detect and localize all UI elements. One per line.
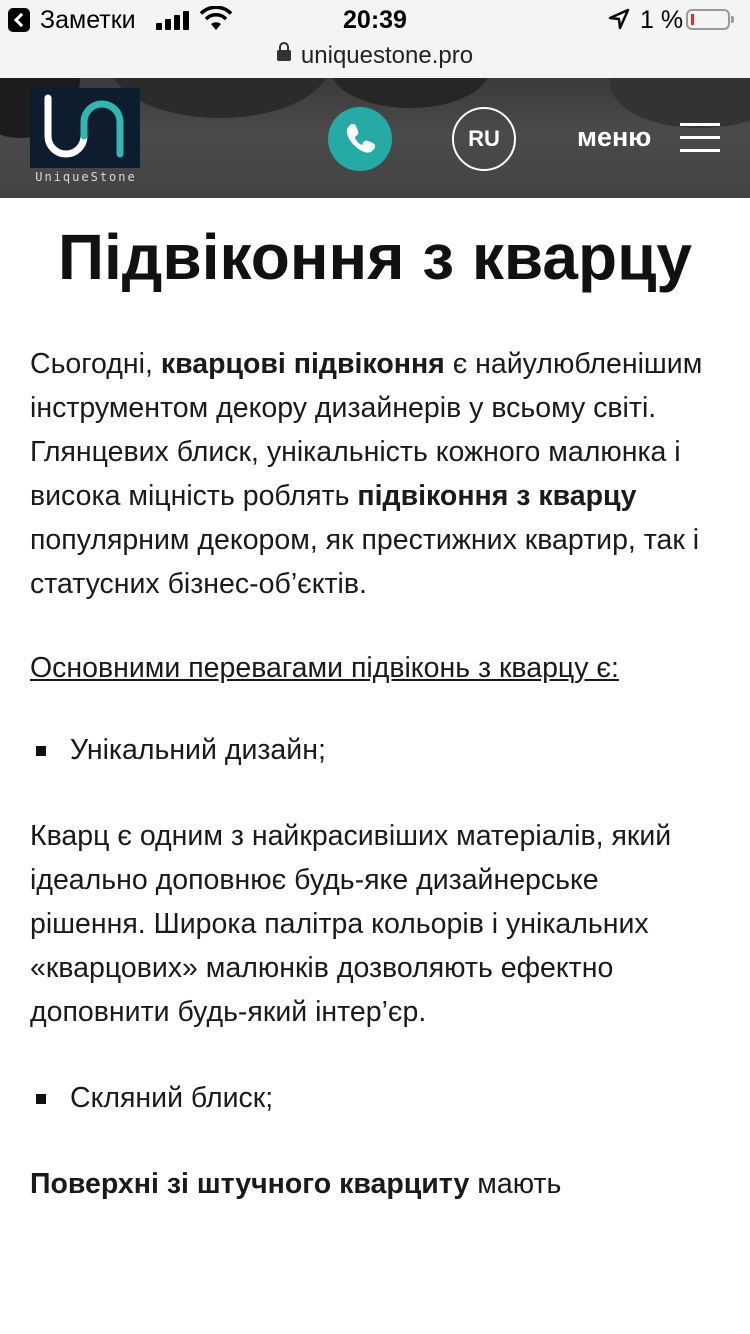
text-segment: є найулюбленішим інструментом декору дизайнерів у всьому світі. Глянцевих блиск, унікальність кожного малюнка і висока міцність роблять	[30, 348, 703, 512]
decorative-stone	[610, 78, 750, 128]
list-item: Скляний блиск;	[30, 1076, 720, 1120]
decorative-stone	[110, 78, 330, 118]
logo-text: UniqueStone	[35, 170, 137, 184]
hamburger-menu-icon[interactable]	[680, 123, 720, 153]
logo-mark-icon	[30, 88, 140, 168]
clock: 20:39	[343, 6, 407, 34]
address-bar[interactable]	[0, 40, 750, 78]
back-to-app-label[interactable]: Заметки	[40, 6, 136, 34]
url-text[interactable]: uniquestone.pro	[300, 42, 474, 69]
text-segment: популярним декором, як престижних квартир, так і статусних бізнес-об’єктів.	[30, 524, 700, 600]
battery-icon	[686, 9, 730, 30]
gloss-paragraph	[30, 1162, 720, 1206]
battery-percentage: 1 %	[640, 6, 684, 34]
list-item: Унікальний дизайн;	[30, 728, 720, 772]
bold-text-segment: підвіконня з кварцу	[357, 480, 637, 512]
intro-paragraph	[30, 342, 720, 606]
design-paragraph: Кварц є одним з найкрасивіших матеріалів, який ідеально доповнює будь-яке дизайнерське рішення. Широка палітра кольорів і унікальних «кварцових» малюнків дозволяють ефектно доповнити будь-який інтер’єр.	[30, 820, 672, 1028]
site-header	[0, 78, 750, 198]
call-button[interactable]	[328, 107, 392, 171]
text-segment: Сьогодні,	[30, 348, 161, 380]
page-title: Підвіконня з кварцу	[58, 221, 692, 293]
advantages-heading: Основними перевагами підвіконь з кварцу є:	[30, 652, 619, 684]
location-arrow-icon	[608, 8, 630, 30]
advantages-list-1	[30, 728, 720, 772]
menu-label[interactable]: меню	[577, 122, 652, 152]
bold-text-segment: Поверхні зі штучного кварциту	[30, 1168, 470, 1200]
advantages-list-2	[30, 1076, 720, 1120]
language-switch-button[interactable]: RU	[452, 107, 516, 171]
decorative-stone	[330, 78, 490, 108]
bold-text-segment: кварцові підвіконня	[160, 348, 445, 380]
article-content	[30, 200, 720, 1206]
text-segment: мають	[469, 1168, 562, 1200]
lock-icon	[277, 50, 291, 61]
status-bar	[0, 0, 750, 40]
phone-icon	[328, 107, 392, 171]
site-logo[interactable]	[30, 88, 140, 168]
